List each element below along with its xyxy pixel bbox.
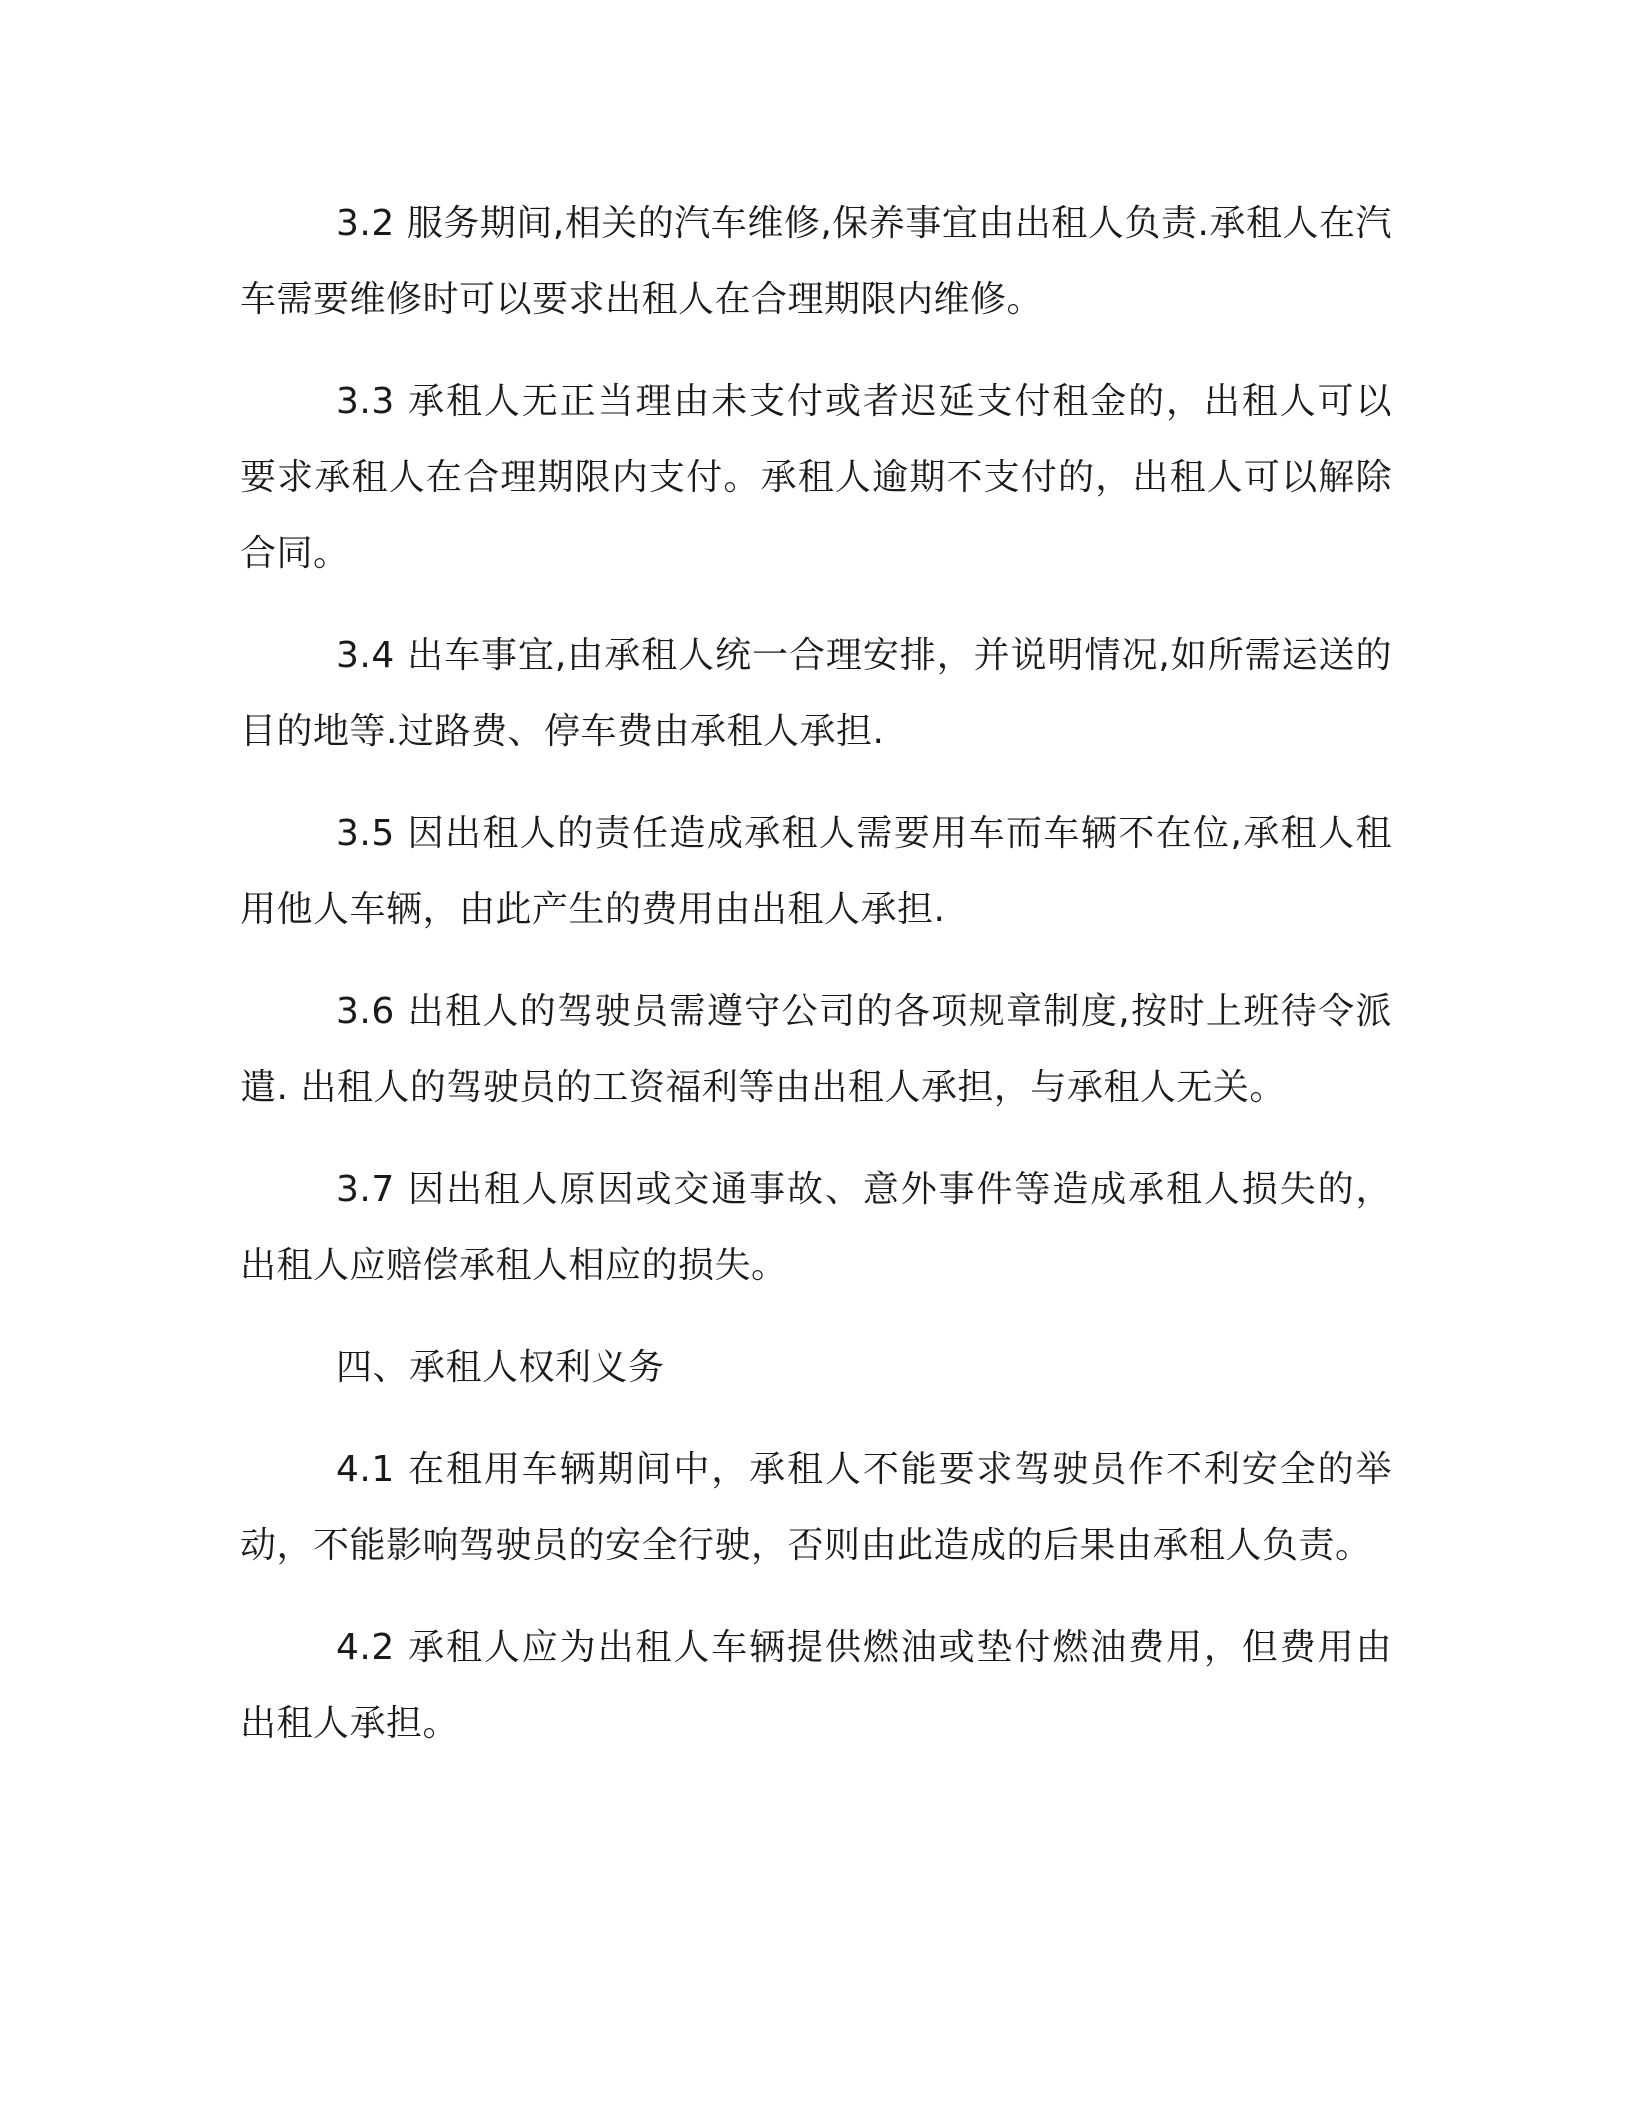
clause-3-2: 3.2 服务期间,相关的汽车维修,保养事宜由出租人负责.承租人在汽车需要维修时可以要求出租人在合理期限内维修。 — [240, 203, 1392, 320]
clause-3-3: 3.3 承租人无正当理由未支付或者迟延支付租金的，出租人可以要求承租人在合理期限内支付。承租人逾期不支付的，出租人可以解除合同。 — [240, 381, 1392, 574]
clause-4-1: 4.1 在租用车辆期间中，承租人不能要求驾驶员作不利安全的举动，不能影响驾驶员的安全行驶，否则由此造成的后果由承租人负责。 — [240, 1449, 1392, 1566]
section-heading-4: 四、承租人权利义务 — [336, 1347, 665, 1388]
clause-4-2: 4.2 承租人应为出租人车辆提供燃油或垫付燃油费用，但费用由出租人承担。 — [240, 1627, 1392, 1744]
clause-3-5: 3.5 因出租人的责任造成承租人需要用车而车辆不在位,承租人租用他人车辆，由此产生的费用由出租人承担. — [240, 813, 1392, 930]
clause-3-4: 3.4 出车事宜,由承租人统一合理安排，并说明情况,如所需运送的目的地等.过路费、停车费由承租人承担. — [240, 635, 1392, 752]
clause-3-7: 3.7 因出租人原因或交通事故、意外事件等造成承租人损失的，出租人应赔偿承租人相应的损失。 — [240, 1169, 1392, 1286]
clause-3-6: 3.6 出租人的驾驶员需遵守公司的各项规章制度,按时上班待令派遣. 出租人的驾驶员的工资福利等由出租人承担，与承租人无关。 — [240, 991, 1392, 1108]
document-body — [240, 186, 1392, 1788]
